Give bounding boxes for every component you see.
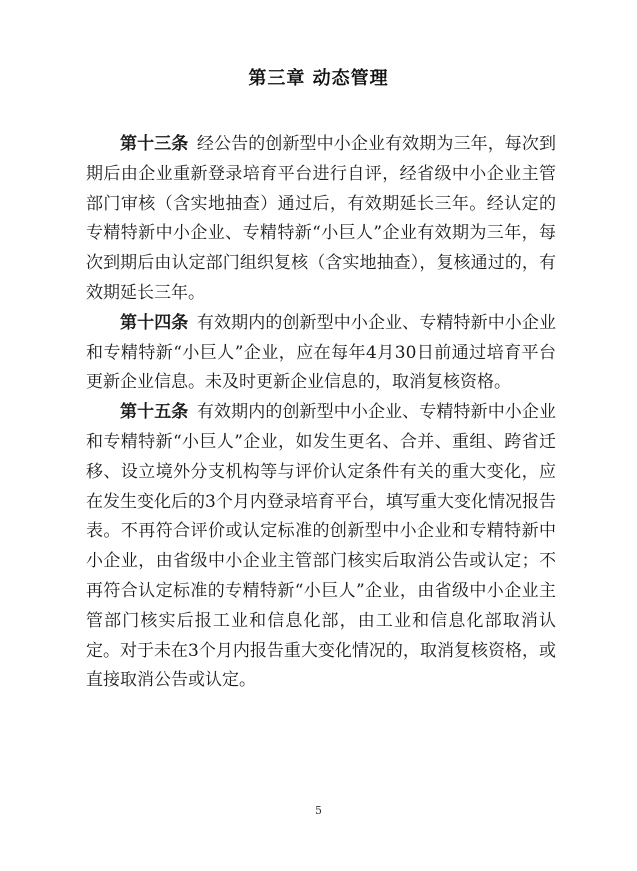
article-number: 第十四条 (120, 312, 189, 333)
article-number: 第十五条 (120, 402, 189, 423)
article-13 (86, 130, 556, 309)
article-14 (86, 309, 556, 398)
article-text: 有效期内的创新型中小企业、专精特新中小企业和专精特新“小巨人”企业，如发生更名、合并、重组、跨省迁移、设立境外分支机构等与评价认定条件有关的重大变化，应在发生变化后的3个月内登录培育平台，填写重大变化情况报告表。不再符合评价或认定标准的创新型中小企业和专精特新中小企业，由省级中小企业主管部门核实后取消公告或认定；不再符合认定标准的专精特新“小巨人”企业，由省级中小企业主管部门核实后报工业和信息化部，由工业和信息化部取消认定。对于未在3个月内报告重大变化情况的，取消复核资格，或直接取消公告或认定。 (86, 402, 557, 691)
article-text: 有效期内的创新型中小企业、专精特新中小企业和专精特新“小巨人”企业，应在每年4月30日前通过培育平台更新企业信息。未及时更新企业信息的，取消复核资格。 (86, 312, 557, 393)
page-number: 5 (315, 804, 322, 817)
article-text: 经公告的创新型中小企业有效期为三年，每次到期后由企业重新登录培育平台进行自评，经省级中小企业主管部门审核（含实地抽查）通过后，有效期延长三年。经认定的专精特新中小企业、专精特新“小巨人”企业有效期为三年，每次到期后由认定部门组织复核（含实地抽查），复核通过的，有效期延长三年。 (86, 134, 557, 303)
body-text (86, 130, 556, 696)
article-15 (86, 398, 556, 696)
article-number: 第十三条 (120, 134, 189, 154)
chapter-title: 第三章 动态管理 (248, 68, 389, 89)
